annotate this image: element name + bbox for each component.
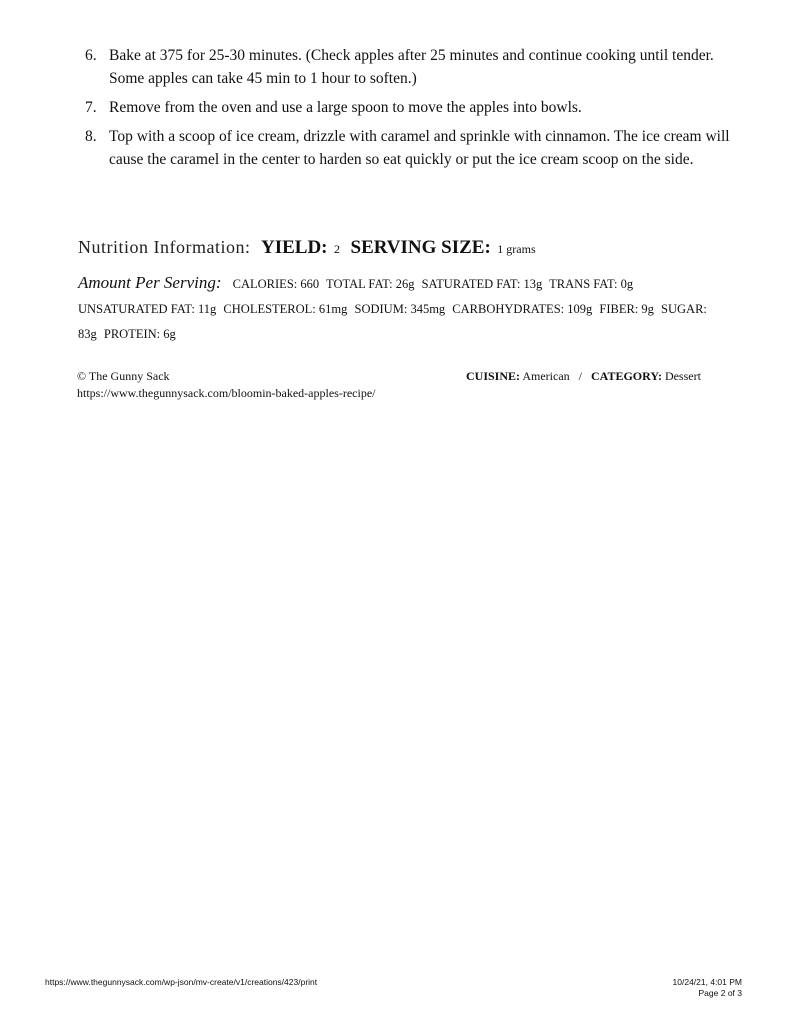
step-number: 7.: [85, 99, 97, 116]
fact-value: 61mg: [318, 302, 348, 316]
serving-size-label: SERVING SIZE:: [350, 237, 491, 258]
fact-value: 13g: [523, 277, 543, 291]
fact-label: CARBOHYDRATES:: [452, 302, 565, 316]
step-number: 6.: [85, 47, 97, 64]
fact-value: 6g: [163, 327, 176, 341]
nutrition-fact-saturated-fat: [422, 277, 547, 291]
nutrition-fact-unsaturated-fat: [78, 302, 220, 316]
instruction-list: [80, 44, 730, 177]
print-meta: [673, 977, 742, 999]
nutrition-heading-row: [78, 235, 718, 261]
nutrition-fact-trans-fat: [549, 277, 637, 291]
instruction-step: [80, 96, 730, 119]
fact-value: 9g: [641, 302, 654, 316]
step-text: Bake at 375 for 25-30 minutes. (Check apples after 25 minutes and continue cooking until tender. Some apples can take 45 min to 1 hour to soften.): [109, 47, 714, 87]
category-label: CATEGORY:: [591, 369, 662, 383]
yield-label: YIELD:: [260, 237, 328, 258]
nutrition-fact-fiber: [599, 302, 658, 316]
amount-per-serving-label: Amount Per Serving:: [78, 273, 222, 292]
fact-label: UNSATURATED FAT:: [78, 302, 195, 316]
fact-label: SODIUM:: [354, 302, 408, 316]
serving-size-value: 1 grams: [497, 242, 536, 256]
fact-label: FIBER:: [599, 302, 639, 316]
step-text: Remove from the oven and use a large spoon to move the apples into bowls.: [109, 99, 582, 116]
source-url-link[interactable]: https://www.thegunnysack.com/bloomin-baked-apples-recipe/: [77, 386, 376, 400]
nutrition-section: [78, 235, 718, 347]
fact-value: 0g: [620, 277, 634, 291]
fact-label: CALORIES:: [232, 277, 298, 291]
nutrition-fact-cholesterol: [223, 302, 351, 316]
nutrition-fact-calories: [233, 277, 323, 291]
fact-value: 26g: [395, 277, 415, 291]
fact-value: 345mg: [410, 302, 446, 316]
fact-value: 83g: [78, 327, 97, 341]
recipe-taxonomy: [466, 368, 701, 385]
fact-label: TOTAL FAT:: [326, 277, 393, 291]
step-number: 8.: [85, 128, 97, 145]
page-number: Page 2 of 3: [698, 988, 742, 998]
print-datetime: 10/24/21, 4:01 PM: [672, 977, 742, 987]
fact-label: CHOLESTEROL:: [223, 302, 316, 316]
fact-value: 660: [300, 277, 320, 291]
cuisine-value: American: [522, 369, 570, 383]
instruction-step: [80, 125, 730, 171]
cuisine-label: CUISINE:: [466, 369, 521, 383]
nutrition-fact-total-fat: [326, 277, 418, 291]
taxonomy-separator: /: [578, 369, 583, 383]
fact-label: PROTEIN:: [103, 327, 161, 341]
nutrition-facts: [78, 270, 718, 347]
print-url: https://www.thegunnysack.com/wp-json/mv-create/v1/creations/423/print: [45, 977, 318, 987]
nutrition-heading: Nutrition Information:: [78, 237, 251, 257]
yield-value: 2: [334, 242, 340, 256]
fact-label: SUGAR:: [661, 302, 707, 316]
fact-label: TRANS FAT:: [549, 277, 618, 291]
copyright-text: © The Gunny Sack: [77, 369, 170, 383]
fact-label: SATURATED FAT:: [421, 277, 521, 291]
recipe-source: [77, 368, 375, 402]
nutrition-fact-sodium: [355, 302, 450, 316]
nutrition-fact-carbohydrates: [452, 302, 596, 316]
instruction-step: [80, 44, 730, 90]
nutrition-fact-protein: [104, 327, 180, 341]
fact-value: 109g: [567, 302, 593, 316]
category-value: Dessert: [664, 369, 701, 383]
step-text: Top with a scoop of ice cream, drizzle with caramel and sprinkle with cinnamon. The ice cream will cause the caramel in the center to harden so eat quickly or put the ice cream scoop on the side.: [109, 128, 730, 168]
fact-value: 11g: [198, 302, 217, 316]
